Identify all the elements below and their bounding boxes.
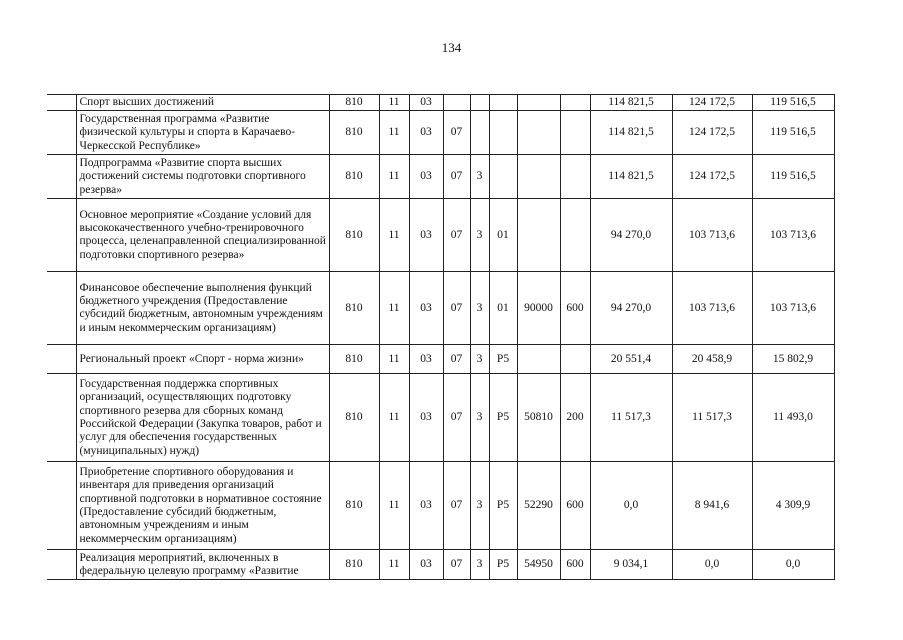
cell-program: [443, 95, 470, 111]
cell-event: P5: [489, 345, 517, 374]
page-number: 134: [441, 40, 462, 55]
cell-direction: [517, 111, 560, 155]
cell-amount-2: 20 458,9: [672, 345, 752, 374]
table-row: [47, 111, 834, 155]
cell-ministry: 810: [329, 199, 379, 272]
cell-subprogram: 3: [470, 462, 489, 550]
cell-program: 07: [443, 345, 470, 374]
table-row: [47, 272, 834, 345]
cell-subsection: 03: [409, 462, 443, 550]
cell-expense-type: [560, 155, 590, 199]
table-row: [47, 199, 834, 272]
cell-event: 01: [489, 199, 517, 272]
cell-amount-2: 103 713,6: [672, 272, 752, 345]
cell-expense-type: [560, 95, 590, 111]
cell-subsection: 03: [409, 550, 443, 580]
cell-section: 11: [379, 462, 409, 550]
row-margin-cell: [47, 462, 76, 550]
cell-subsection: 03: [409, 345, 443, 374]
cell-subsection: 03: [409, 272, 443, 345]
cell-amount-1: 0,0: [590, 462, 672, 550]
cell-event: 01: [489, 272, 517, 345]
budget-table: [47, 94, 835, 580]
cell-event: P5: [489, 374, 517, 462]
cell-subprogram: 3: [470, 374, 489, 462]
cell-ministry: 810: [329, 155, 379, 199]
cell-direction: [517, 155, 560, 199]
cell-expense-type: 600: [560, 550, 590, 580]
cell-subprogram: 3: [470, 155, 489, 199]
cell-subprogram: [470, 95, 489, 111]
cell-expense-type: [560, 111, 590, 155]
cell-direction: 90000: [517, 272, 560, 345]
cell-subsection: 03: [409, 95, 443, 111]
table-row: [47, 550, 834, 580]
cell-amount-3: 103 713,6: [752, 272, 834, 345]
row-margin-cell: [47, 272, 76, 345]
cell-subprogram: 3: [470, 345, 489, 374]
cell-ministry: 810: [329, 374, 379, 462]
row-margin-cell: [47, 345, 76, 374]
cell-direction: [517, 95, 560, 111]
cell-expense-type: 600: [560, 462, 590, 550]
cell-amount-2: 0,0: [672, 550, 752, 580]
cell-expense-type: 600: [560, 272, 590, 345]
cell-amount-1: 114 821,5: [590, 111, 672, 155]
cell-expense-type: [560, 345, 590, 374]
cell-amount-3: 119 516,5: [752, 95, 834, 111]
cell-subsection: 03: [409, 199, 443, 272]
cell-section: 11: [379, 345, 409, 374]
cell-section: 11: [379, 374, 409, 462]
row-margin-cell: [47, 111, 76, 155]
cell-program: 07: [443, 462, 470, 550]
cell-program: 07: [443, 111, 470, 155]
cell-amount-3: 119 516,5: [752, 111, 834, 155]
cell-event: P5: [489, 550, 517, 580]
cell-subprogram: 3: [470, 272, 489, 345]
row-margin-cell: [47, 550, 76, 580]
cell-ministry: 810: [329, 345, 379, 374]
cell-amount-2: 124 172,5: [672, 155, 752, 199]
cell-name: Региональный проект «Спорт - норма жизни»: [76, 345, 329, 374]
cell-amount-2: 124 172,5: [672, 95, 752, 111]
cell-expense-type: 200: [560, 374, 590, 462]
cell-event: [489, 155, 517, 199]
cell-subsection: 03: [409, 374, 443, 462]
cell-amount-2: 11 517,3: [672, 374, 752, 462]
cell-ministry: 810: [329, 95, 379, 111]
cell-program: 07: [443, 550, 470, 580]
cell-amount-2: 124 172,5: [672, 111, 752, 155]
cell-section: 11: [379, 199, 409, 272]
cell-name: Реализация мероприятий, включенных в федеральную целевую программу «Развитие: [76, 550, 329, 580]
cell-direction: 50810: [517, 374, 560, 462]
cell-subsection: 03: [409, 111, 443, 155]
cell-ministry: 810: [329, 272, 379, 345]
table-row: [47, 462, 834, 550]
cell-name: Государственная программа «Развитие физической культуры и спорта в Карачаево-Черкесской Республике»: [76, 111, 329, 155]
table-row: [47, 155, 834, 199]
cell-amount-1: 94 270,0: [590, 272, 672, 345]
cell-name: Государственная поддержка спортивных организаций, осуществляющих подготовку спортивного резерва для сборных команд Российской Федерации (Закупка товаров, работ и услуг для обеспечения государственных (муниципальных) нужд): [76, 374, 329, 462]
cell-amount-3: 4 309,9: [752, 462, 834, 550]
cell-amount-2: 103 713,6: [672, 199, 752, 272]
cell-program: 07: [443, 374, 470, 462]
cell-amount-3: 119 516,5: [752, 155, 834, 199]
cell-amount-1: 11 517,3: [590, 374, 672, 462]
cell-name: Приобретение спортивного оборудования и инвентаря для приведения организаций спортивной подготовки в нормативное состояние (Предоставление субсидий бюджетным, автономным учреждениям и иным некоммерческим организациям): [76, 462, 329, 550]
cell-subprogram: 3: [470, 550, 489, 580]
table-body: [47, 95, 834, 580]
cell-ministry: 810: [329, 111, 379, 155]
cell-subprogram: [470, 111, 489, 155]
cell-amount-3: 0,0: [752, 550, 834, 580]
row-margin-cell: [47, 95, 76, 111]
cell-direction: [517, 345, 560, 374]
cell-event: [489, 95, 517, 111]
cell-subprogram: 3: [470, 199, 489, 272]
cell-section: 11: [379, 550, 409, 580]
cell-expense-type: [560, 199, 590, 272]
cell-section: 11: [379, 111, 409, 155]
cell-amount-3: 15 802,9: [752, 345, 834, 374]
cell-section: 11: [379, 272, 409, 345]
cell-subsection: 03: [409, 155, 443, 199]
cell-name: Финансовое обеспечение выполнения функций бюджетного учреждения (Предоставление субсидий бюджетным, автономным учреждениям и иным некоммерческим организациям): [76, 272, 329, 345]
row-margin-cell: [47, 155, 76, 199]
cell-amount-2: 8 941,6: [672, 462, 752, 550]
cell-direction: 54950: [517, 550, 560, 580]
cell-section: 11: [379, 155, 409, 199]
row-margin-cell: [47, 374, 76, 462]
cell-section: 11: [379, 95, 409, 111]
cell-direction: 52290: [517, 462, 560, 550]
cell-amount-1: 20 551,4: [590, 345, 672, 374]
cell-amount-1: 114 821,5: [590, 155, 672, 199]
cell-direction: [517, 199, 560, 272]
cell-amount-3: 103 713,6: [752, 199, 834, 272]
table-row: [47, 345, 834, 374]
cell-ministry: 810: [329, 462, 379, 550]
cell-name: Основное мероприятие «Создание условий для высококачественного учебно-тренировочного процесса, целенаправленной специализированной подготовки спортивного резерва»: [76, 199, 329, 272]
cell-program: 07: [443, 155, 470, 199]
table-row: [47, 95, 834, 111]
table-row: [47, 374, 834, 462]
cell-name: Подпрограмма «Развитие спорта высших достижений системы подготовки спортивного резерва»: [76, 155, 329, 199]
cell-event: [489, 111, 517, 155]
cell-program: 07: [443, 272, 470, 345]
cell-amount-1: 114 821,5: [590, 95, 672, 111]
cell-event: P5: [489, 462, 517, 550]
row-margin-cell: [47, 199, 76, 272]
cell-program: 07: [443, 199, 470, 272]
cell-amount-3: 11 493,0: [752, 374, 834, 462]
cell-amount-1: 9 034,1: [590, 550, 672, 580]
cell-ministry: 810: [329, 550, 379, 580]
cell-amount-1: 94 270,0: [590, 199, 672, 272]
cell-name: Спорт высших достижений: [76, 95, 329, 111]
